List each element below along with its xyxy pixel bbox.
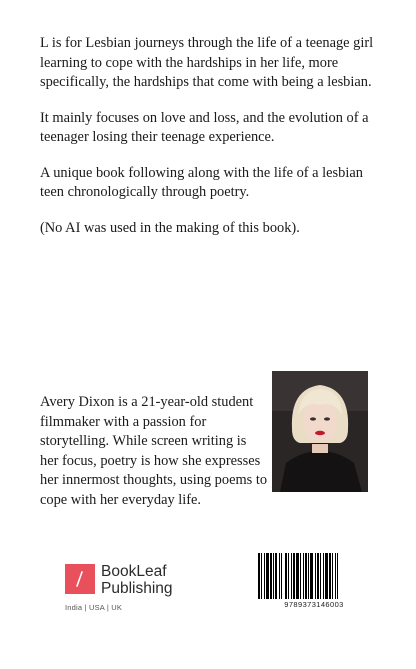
blurb-paragraph: L is for Lesbian journeys through the life of a teenage girl learning to cope with the hardships in her life, more specifically, the hardships that come with being a lesbian. <box>40 35 374 90</box>
isbn-barcode <box>256 553 372 615</box>
publisher-regions: India | USA | UK <box>65 603 123 612</box>
blurb-paragraph: A unique book following along with the life of a lesbian teen chronologically through poetry. <box>40 164 363 200</box>
publisher-name <box>101 563 173 597</box>
barcode-bars <box>256 553 372 599</box>
publisher-name-line1: BookLeaf <box>101 563 167 580</box>
blurb-paragraph: (No AI was used in the making of this book). <box>40 219 300 236</box>
publisher-logo <box>65 563 205 623</box>
publisher-name-line2: Publishing <box>101 580 173 597</box>
leaf-logo-icon <box>65 564 95 594</box>
back-cover-blurb <box>40 34 380 254</box>
blurb-paragraph: It mainly focuses on love and loss, and the evolution of a teenager losing their teenage experience. <box>40 109 369 145</box>
author-photo <box>272 371 368 492</box>
author-bio: Avery Dixon is a 21-year-old student filmmaker with a passion for storytelling. While screen writing is her focus, poetry is how she expresses her innermost thoughts, using poems to cope with her everyday life. <box>40 394 268 508</box>
isbn-number: 9789373146003 <box>284 600 344 609</box>
